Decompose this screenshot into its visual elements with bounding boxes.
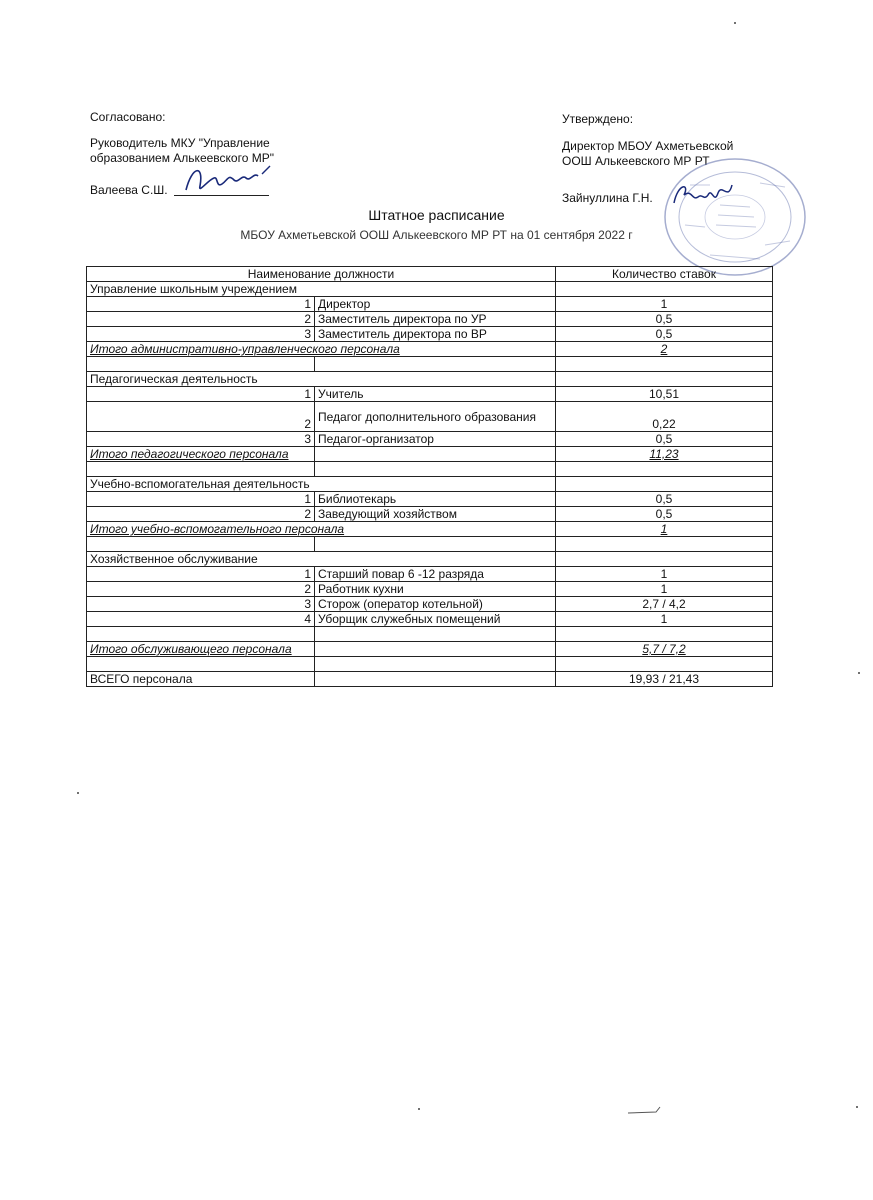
row-number: 1 bbox=[87, 567, 315, 582]
right-position-line1: Директор МБОУ Ахметьевской bbox=[562, 139, 734, 153]
row-rate: 0,5 bbox=[556, 327, 773, 342]
section-title: Управление школьным учреждением bbox=[87, 282, 556, 297]
left-signature bbox=[178, 160, 278, 200]
row-rate: 0,5 bbox=[556, 492, 773, 507]
empty-cell bbox=[556, 477, 773, 492]
section-row bbox=[87, 282, 773, 297]
spacer-row bbox=[87, 627, 773, 642]
row-rate: 1 bbox=[556, 582, 773, 597]
empty-cell bbox=[556, 282, 773, 297]
grand-total-label: ВСЕГО персонала bbox=[87, 672, 315, 687]
empty-cell bbox=[556, 372, 773, 387]
section-total-value: 5,7 / 7,2 bbox=[556, 642, 773, 657]
right-position-line2: ООШ Алькеевского МР РТ bbox=[562, 154, 710, 168]
table-row bbox=[87, 582, 773, 597]
staff-table bbox=[86, 266, 773, 687]
scan-speck bbox=[858, 672, 860, 674]
row-number: 2 bbox=[87, 582, 315, 597]
section-total-label: Итого административно-управленческого персонала bbox=[87, 342, 556, 357]
table-row bbox=[87, 312, 773, 327]
row-number: 3 bbox=[87, 432, 315, 447]
section-row bbox=[87, 372, 773, 387]
scan-mark bbox=[626, 1104, 662, 1116]
row-position: Заместитель директора по ВР bbox=[315, 327, 556, 342]
row-number: 1 bbox=[87, 297, 315, 312]
section-total-value: 2 bbox=[556, 342, 773, 357]
table-row bbox=[87, 597, 773, 612]
row-position: Учитель bbox=[315, 387, 556, 402]
section-row bbox=[87, 477, 773, 492]
document-title: Штатное расписание bbox=[368, 207, 505, 223]
row-number: 2 bbox=[87, 507, 315, 522]
section-title: Учебно-вспомогательная деятельность bbox=[87, 477, 556, 492]
left-position-line2: образованием Алькеевского МР" bbox=[90, 151, 274, 165]
row-rate: 2,7 / 4,2 bbox=[556, 597, 773, 612]
row-rate: 10,51 bbox=[556, 387, 773, 402]
section-total-row bbox=[87, 522, 773, 537]
row-rate: 0,5 bbox=[556, 312, 773, 327]
spacer-row bbox=[87, 657, 773, 672]
table-row bbox=[87, 567, 773, 582]
left-signer-name: Валеева С.Ш. bbox=[90, 183, 168, 197]
spacer-row bbox=[87, 462, 773, 477]
table-header-row bbox=[87, 267, 773, 282]
row-position: Директор bbox=[315, 297, 556, 312]
right-signer: Зайнуллина Г.Н. bbox=[562, 191, 653, 205]
spacer-row bbox=[87, 537, 773, 552]
empty-cell bbox=[315, 642, 556, 657]
row-rate: 1 bbox=[556, 612, 773, 627]
row-rate: 1 bbox=[556, 297, 773, 312]
section-total-label: Итого педагогического персонала bbox=[87, 447, 315, 462]
grand-total-value: 19,93 / 21,43 bbox=[556, 672, 773, 687]
row-number: 1 bbox=[87, 387, 315, 402]
row-number: 1 bbox=[87, 492, 315, 507]
scan-speck bbox=[734, 22, 736, 24]
row-number: 4 bbox=[87, 612, 315, 627]
row-position: Библиотекарь bbox=[315, 492, 556, 507]
row-position: Старший повар 6 -12 разряда bbox=[315, 567, 556, 582]
agreed-label: Согласовано: bbox=[90, 110, 166, 124]
section-total-row bbox=[87, 642, 773, 657]
document-subtitle: МБОУ Ахметьевской ООШ Алькеевского МР РТ на 01 сентября 2022 г bbox=[240, 228, 633, 242]
section-title: Хозяйственное обслуживание bbox=[87, 552, 556, 567]
table-row bbox=[87, 492, 773, 507]
scan-speck bbox=[77, 792, 79, 794]
empty-cell bbox=[315, 447, 556, 462]
row-number: 2 bbox=[87, 402, 315, 432]
empty-cell bbox=[556, 552, 773, 567]
row-rate: 0,5 bbox=[556, 507, 773, 522]
row-number: 3 bbox=[87, 327, 315, 342]
row-position: Заместитель директора по УР bbox=[315, 312, 556, 327]
grand-total-row bbox=[87, 672, 773, 687]
table-row bbox=[87, 387, 773, 402]
row-position: Сторож (оператор котельной) bbox=[315, 597, 556, 612]
section-row bbox=[87, 552, 773, 567]
col-rate-header: Количество ставок bbox=[556, 267, 773, 282]
section-total-row bbox=[87, 447, 773, 462]
scan-speck bbox=[418, 1108, 420, 1110]
table-row bbox=[87, 432, 773, 447]
row-number: 3 bbox=[87, 597, 315, 612]
section-total-label: Итого обслуживающего персонала bbox=[87, 642, 315, 657]
table-row bbox=[87, 327, 773, 342]
spacer-row bbox=[87, 357, 773, 372]
section-total-value: 1 bbox=[556, 522, 773, 537]
section-title: Педагогическая деятельность bbox=[87, 372, 556, 387]
section-total-row bbox=[87, 342, 773, 357]
row-position: Работник кухни bbox=[315, 582, 556, 597]
left-position-line1: Руководитель МКУ "Управление bbox=[90, 136, 270, 150]
table-row bbox=[87, 402, 773, 432]
table-row bbox=[87, 297, 773, 312]
row-rate: 0,5 bbox=[556, 432, 773, 447]
scan-speck bbox=[856, 1106, 858, 1108]
approved-label: Утверждено: bbox=[562, 112, 634, 126]
row-position: Педагог дополнительного образования bbox=[315, 402, 556, 432]
row-rate: 0,22 bbox=[556, 402, 773, 432]
row-rate: 1 bbox=[556, 567, 773, 582]
section-total-label: Итого учебно-вспомогательного персонала bbox=[87, 522, 556, 537]
row-position: Заведующий хозяйством bbox=[315, 507, 556, 522]
empty-cell bbox=[315, 672, 556, 687]
row-position: Педагог-организатор bbox=[315, 432, 556, 447]
row-number: 2 bbox=[87, 312, 315, 327]
left-signer bbox=[90, 183, 168, 197]
col-position-header: Наименование должности bbox=[87, 267, 556, 282]
table-row bbox=[87, 507, 773, 522]
section-total-value: 11,23 bbox=[556, 447, 773, 462]
row-position: Уборщик служебных помещений bbox=[315, 612, 556, 627]
table-row bbox=[87, 612, 773, 627]
